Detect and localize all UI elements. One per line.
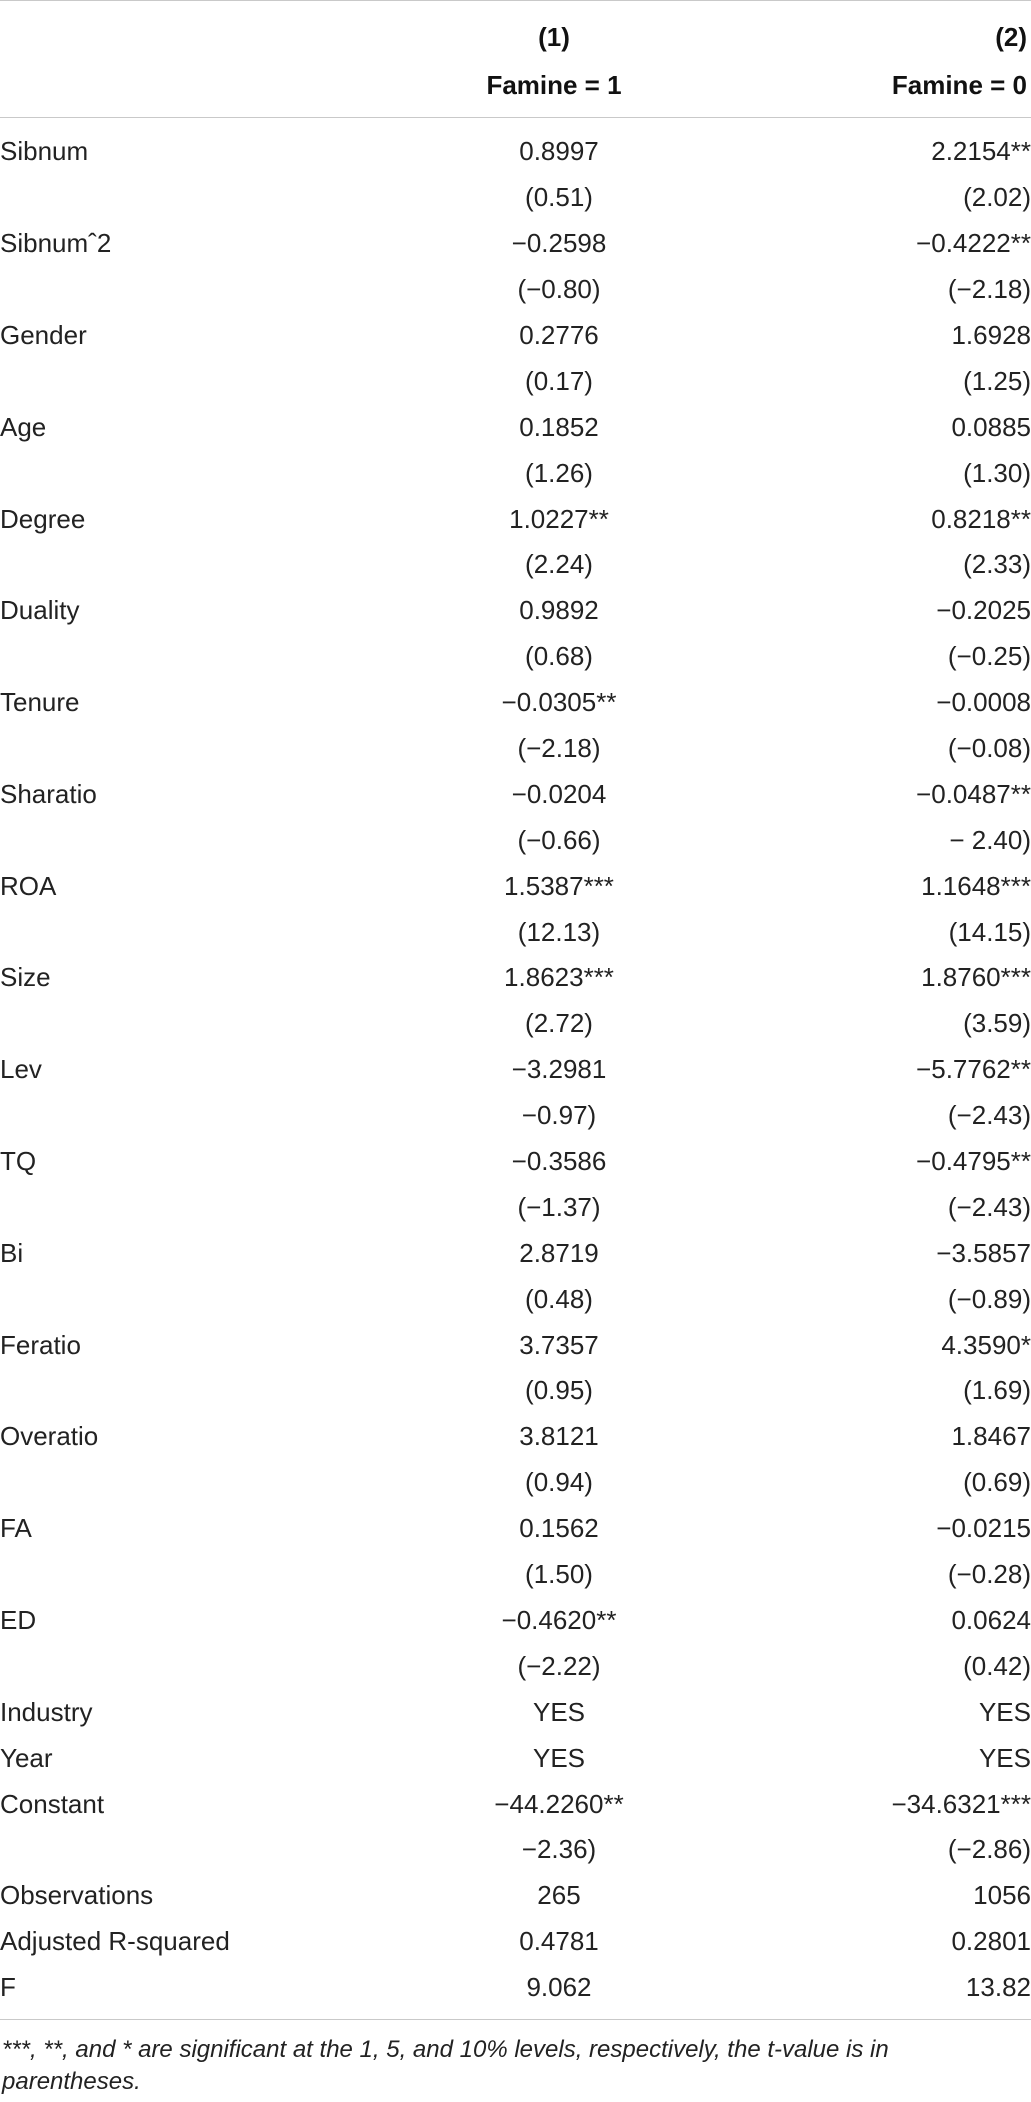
row-label: Year: [0, 1742, 53, 1773]
table-row: [0, 909, 1031, 955]
row-label: F: [0, 1972, 16, 2003]
table-row: [0, 1368, 1031, 1414]
row-label: [0, 1643, 300, 1689]
row-label: [0, 634, 300, 680]
table-row: [0, 1322, 1031, 1368]
cell-famine-1: [300, 313, 810, 359]
cell-famine-1: [300, 1781, 810, 1827]
row-label: Feratio: [0, 1329, 81, 1360]
row-label: [0, 358, 300, 404]
table-row: [0, 726, 1031, 772]
table-row: [0, 542, 1031, 588]
cell-famine-0: −0.4795**: [916, 1146, 1031, 1177]
cell-value: YES: [532, 1696, 586, 1727]
cell-value: 0.9892: [519, 595, 599, 626]
cell-famine-0: 1.8760***: [921, 962, 1031, 993]
row-label: [0, 1460, 300, 1506]
cell-famine-0: −0.0487**: [916, 778, 1031, 809]
cell-value: 3.8121: [519, 1421, 599, 1452]
cell-famine-1: [300, 1276, 810, 1322]
cell-value: (1.26): [525, 457, 593, 488]
table-row: [0, 1643, 1031, 1689]
table-row: [0, 1276, 1031, 1322]
row-label: Constant: [0, 1788, 105, 1819]
table-row: [0, 1827, 1031, 1873]
cell-famine-0: (0.42): [963, 1650, 1031, 1681]
cell-famine-0: −5.7762**: [916, 1054, 1031, 1085]
cell-famine-1: [300, 726, 810, 772]
cell-famine-0: −34.6321***: [891, 1788, 1031, 1819]
cell-famine-1: [300, 1093, 810, 1139]
table-row: [0, 1047, 1031, 1093]
top-rule: [0, 0, 1031, 1]
row-label: Age: [0, 411, 47, 442]
table-row: [0, 1735, 1031, 1781]
cell-value: (−2.18): [517, 733, 601, 764]
cell-value: 0.1852: [519, 411, 599, 442]
cell-famine-0: (1.30): [963, 457, 1031, 488]
table-row: [0, 496, 1031, 542]
cell-famine-1: [300, 1184, 810, 1230]
table-row: [0, 267, 1031, 313]
header-col1-name: Famine = 1: [486, 70, 622, 100]
row-label: [0, 542, 300, 588]
row-label: [0, 726, 300, 772]
cell-famine-0: (14.15): [948, 916, 1031, 947]
cell-famine-0: (−0.08): [947, 733, 1031, 764]
cell-famine-1: [300, 129, 810, 175]
row-label: Sibnumˆ2: [0, 228, 112, 259]
cell-value: 1.5387***: [504, 870, 614, 901]
cell-famine-1: [300, 1139, 810, 1185]
row-label: Bi: [0, 1237, 24, 1268]
row-label: ED: [0, 1604, 37, 1635]
row-label: Sibnum: [0, 136, 89, 167]
table-row: [0, 771, 1031, 817]
table-row: [0, 588, 1031, 634]
table-row: [0, 634, 1031, 680]
row-label: Sharatio: [0, 778, 97, 809]
cell-value: −3.2981: [511, 1054, 607, 1085]
row-label: Industry: [0, 1696, 93, 1727]
cell-famine-0: (−0.28): [947, 1559, 1031, 1590]
cell-value: (0.48): [525, 1283, 593, 1314]
cell-famine-0: 1.1648***: [921, 870, 1031, 901]
cell-famine-0: (1.69): [963, 1375, 1031, 1406]
cell-value: (0.51): [525, 182, 593, 213]
header-col2-name: Famine = 0: [891, 70, 1027, 100]
cell-famine-1: [300, 1735, 810, 1781]
cell-famine-0: −0.0215: [936, 1513, 1031, 1544]
cell-famine-0: − 2.40): [949, 824, 1031, 855]
cell-famine-0: −0.4222**: [916, 228, 1031, 259]
cell-famine-1: [300, 1598, 810, 1644]
cell-value: (−1.37): [517, 1191, 601, 1222]
cell-famine-0: (−0.25): [947, 641, 1031, 672]
cell-famine-0: (−2.86): [947, 1834, 1031, 1865]
cell-value: −44.2260**: [494, 1788, 624, 1819]
cell-value: (2.72): [525, 1008, 593, 1039]
table-row: [0, 1139, 1031, 1185]
cell-value: (1.50): [525, 1559, 593, 1590]
row-label: Degree: [0, 503, 86, 534]
cell-famine-0: 2.2154**: [931, 136, 1031, 167]
table-row: [0, 1689, 1031, 1735]
table-row: [0, 175, 1031, 221]
table-row: [0, 1506, 1031, 1552]
cell-famine-1: [300, 1460, 810, 1506]
cell-value: 265: [537, 1880, 581, 1911]
table-row: [0, 221, 1031, 267]
cell-famine-1: [300, 634, 810, 680]
row-label: Tenure: [0, 687, 80, 718]
cell-famine-1: [300, 1873, 810, 1919]
cell-famine-0: (−2.18): [947, 274, 1031, 305]
row-label: TQ: [0, 1146, 37, 1177]
table-row: [0, 1230, 1031, 1276]
header-col1-number: (1): [538, 22, 570, 52]
table-row: [0, 1460, 1031, 1506]
cell-famine-1: [300, 1001, 810, 1047]
table-row: [0, 680, 1031, 726]
cell-famine-0: −0.2025: [936, 595, 1031, 626]
row-label: [0, 1001, 300, 1047]
cell-value: YES: [532, 1742, 586, 1773]
row-label: [0, 175, 300, 221]
cell-famine-0: 0.0885: [951, 411, 1031, 442]
cell-famine-0: 0.8218**: [931, 503, 1031, 534]
table-row: [0, 450, 1031, 496]
cell-value: 0.1562: [519, 1513, 599, 1544]
cell-value: −0.4620**: [501, 1604, 617, 1635]
cell-value: (0.17): [525, 365, 593, 396]
cell-famine-1: [300, 542, 810, 588]
cell-famine-0: YES: [978, 1742, 1031, 1773]
cell-value: −0.0204: [511, 778, 607, 809]
row-label: ROA: [0, 870, 57, 901]
cell-famine-1: [300, 1552, 810, 1598]
cell-value: (2.24): [525, 549, 593, 580]
row-label: Size: [0, 962, 51, 993]
table-row: [0, 1919, 1031, 1965]
table-row: [0, 1965, 1031, 2011]
cell-famine-1: [300, 1368, 810, 1414]
cell-famine-0: (3.59): [963, 1008, 1031, 1039]
cell-famine-0: −3.5857: [936, 1237, 1031, 1268]
header-rule: [0, 117, 1031, 118]
cell-famine-1: [300, 863, 810, 909]
row-label: Lev: [0, 1054, 42, 1085]
cell-value: 2.8719: [519, 1237, 599, 1268]
cell-famine-1: [300, 817, 810, 863]
cell-famine-1: [300, 1322, 810, 1368]
row-label: [0, 1093, 300, 1139]
cell-famine-1: [300, 771, 810, 817]
cell-famine-1: [300, 955, 810, 1001]
bottom-rule: [0, 2019, 1031, 2020]
cell-value: 0.8997: [519, 136, 599, 167]
table-row: [0, 863, 1031, 909]
row-label: Duality: [0, 595, 80, 626]
table-footnote: ***, **, and * are significant at the 1, 5, and 10% levels, respectively, the t-value is in parentheses.: [2, 2036, 889, 2095]
table-row: [0, 1781, 1031, 1827]
header-col2-number: (2): [995, 22, 1027, 52]
row-label: [0, 267, 300, 313]
cell-value: (−0.80): [517, 274, 601, 305]
table-row: [0, 1873, 1031, 1919]
table-row: [0, 955, 1031, 1001]
header-row-numbers: [0, 12, 1031, 56]
cell-famine-0: 0.0624: [951, 1604, 1031, 1635]
row-label: [0, 817, 300, 863]
row-label: [0, 909, 300, 955]
row-label: Gender: [0, 320, 87, 350]
cell-value: −2.36): [521, 1834, 597, 1865]
row-label: [0, 450, 300, 496]
cell-value: (12.13): [517, 916, 601, 947]
cell-famine-1: [300, 1414, 810, 1460]
row-label: Adjusted R-squared: [0, 1926, 230, 1957]
row-label: [0, 1368, 300, 1414]
cell-famine-0: 1.6928: [951, 320, 1031, 350]
cell-famine-0: (1.25): [963, 365, 1031, 396]
row-label: FA: [0, 1513, 32, 1544]
cell-famine-0: 0.2801: [951, 1926, 1031, 1957]
table-row: [0, 1184, 1031, 1230]
cell-famine-1: [300, 358, 810, 404]
table-row: [0, 1414, 1031, 1460]
row-label: Observations: [0, 1880, 154, 1911]
cell-famine-1: [300, 450, 810, 496]
cell-famine-1: [300, 1919, 810, 1965]
cell-famine-1: [300, 1047, 810, 1093]
cell-famine-1: [300, 267, 810, 313]
cell-famine-0: (0.69): [963, 1467, 1031, 1498]
cell-famine-0: 13.82: [965, 1972, 1031, 2003]
cell-value: −0.0305**: [501, 687, 617, 718]
cell-famine-0: 1.8467: [951, 1421, 1031, 1452]
cell-famine-1: [300, 588, 810, 634]
table-row: [0, 404, 1031, 450]
cell-famine-1: [300, 1689, 810, 1735]
cell-famine-1: [300, 221, 810, 267]
cell-famine-0: −0.0008: [936, 687, 1031, 718]
table-row: [0, 1598, 1031, 1644]
row-label: [0, 1552, 300, 1598]
cell-famine-1: [300, 1827, 810, 1873]
cell-famine-1: [300, 496, 810, 542]
cell-famine-1: [300, 1965, 810, 2011]
table-body: [0, 129, 1031, 2011]
cell-value: −0.2598: [511, 228, 607, 259]
row-label: Overatio: [0, 1421, 99, 1452]
header-row-names: [0, 60, 1031, 104]
cell-famine-1: [300, 1506, 810, 1552]
cell-famine-0: (−0.89): [947, 1283, 1031, 1314]
cell-famine-0: 4.3590*: [941, 1329, 1031, 1360]
cell-value: −0.97): [521, 1100, 597, 1131]
cell-famine-1: [300, 1643, 810, 1689]
cell-famine-0: (2.02): [963, 182, 1031, 213]
table-row: [0, 313, 1031, 359]
table-row: [0, 1001, 1031, 1047]
cell-value: 0.4781: [519, 1926, 599, 1957]
cell-famine-1: [300, 909, 810, 955]
cell-famine-1: [300, 680, 810, 726]
cell-value: (0.68): [525, 641, 593, 672]
cell-value: 0.2776: [519, 320, 599, 350]
cell-famine-1: [300, 175, 810, 221]
cell-famine-1: [300, 404, 810, 450]
row-label: [0, 1184, 300, 1230]
cell-famine-0: 1056: [973, 1880, 1031, 1911]
row-label: [0, 1276, 300, 1322]
cell-famine-0: (−2.43): [947, 1100, 1031, 1131]
cell-famine-0: (2.33): [963, 549, 1031, 580]
cell-value: 1.0227**: [509, 503, 609, 534]
table-row: [0, 358, 1031, 404]
cell-value: 9.062: [526, 1972, 592, 2003]
cell-value: 1.8623***: [504, 962, 614, 993]
cell-value: (0.94): [525, 1467, 593, 1498]
table-row: [0, 1552, 1031, 1598]
cell-value: (0.95): [525, 1375, 593, 1406]
cell-value: −0.3586: [511, 1146, 607, 1177]
row-label: [0, 1827, 300, 1873]
cell-famine-1: [300, 1230, 810, 1276]
cell-value: (−2.22): [517, 1650, 601, 1681]
cell-famine-0: YES: [978, 1696, 1031, 1727]
cell-value: (−0.66): [517, 824, 601, 855]
table-row: [0, 129, 1031, 175]
table-row: [0, 817, 1031, 863]
table-row: [0, 1093, 1031, 1139]
cell-value: 3.7357: [519, 1329, 599, 1360]
cell-famine-0: (−2.43): [947, 1191, 1031, 1222]
